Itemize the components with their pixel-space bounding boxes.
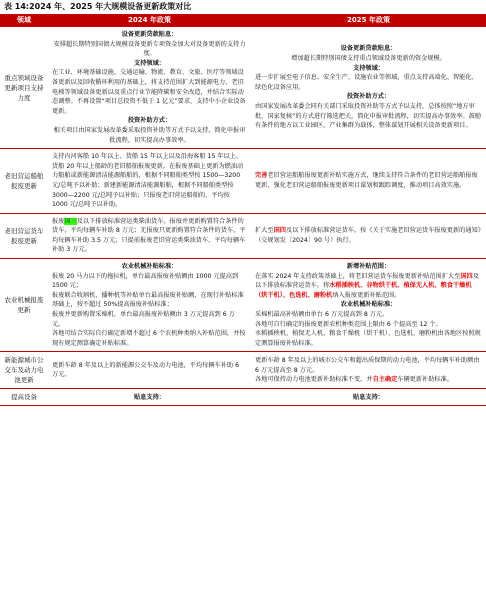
policy-comparison-table bbox=[0, 14, 486, 406]
policy-text: 增加超长期特别国债支持重点领域设备更新的资金规模。 bbox=[291, 54, 446, 62]
policy-text: 更新车龄 8 年及以上的新能源公交车及动力电池，平均每辆车补助 6 万元。 bbox=[52, 361, 240, 379]
header-2025-policy: 2025 年政策 bbox=[251, 14, 486, 27]
table-row bbox=[0, 389, 486, 406]
table-row bbox=[0, 27, 486, 149]
policy-text: 在工业、环境基础设施、交通运输、物流、教育、文旅、医疗等领域设备更新以及回收循环利用的基础上，将支持范围扩大到能源电力、老旧电梯等领域设备更新以及重点行业节能降碳和安全改造，并结合实际动态调整。不再设置“项目总投资不低于 1 亿元”要求，支持中小企业设备更新。 bbox=[52, 69, 246, 115]
highlight-text: 国四 bbox=[273, 227, 286, 235]
policy-text: 水稻插秧机、植保无人机、粮食干燥机（烘干机）、色选机、磨粉机由各地区按照规定测算报废补贴标准。 bbox=[255, 330, 481, 347]
policy-text: 报废 bbox=[52, 217, 65, 225]
policy-text: 报废并更新购置采棉机，单台最高报废补贴额由 3 万元提高到 6 万元。 bbox=[52, 311, 235, 328]
policy-text: 报废联合收割机、播种机等补贴单台最高报废补贴额，在现行补贴标准基础上，按不超过 50%提高报废补贴标准； bbox=[52, 291, 244, 309]
policy-text: 各地可结合实际自行确定新增不超过 6 个农机种类纳入补贴范围，并按现有规定测算确定补贴标准。 bbox=[52, 330, 246, 347]
highlight-text: 自主确定 bbox=[372, 376, 398, 384]
policy-text-part: 在落实 2024 年支持政策基础上，将老旧营运货车报废更新补贴范围扩大至 bbox=[255, 272, 461, 280]
policy-2024-cell bbox=[48, 149, 251, 214]
table-row bbox=[0, 259, 486, 352]
policy-text: 报废 20 马力以下的拖拉机，单台最高报废补贴额由 1000 元提高到 1500 元； bbox=[52, 272, 239, 290]
policy-2025-cell bbox=[251, 352, 486, 389]
highlight-text: 国三 bbox=[64, 217, 77, 225]
policy-text: 扩大至 bbox=[255, 227, 274, 235]
subheading: 支持领域： bbox=[134, 59, 165, 67]
policy-2024-cell bbox=[48, 259, 251, 352]
policy-2025-cell bbox=[251, 149, 486, 214]
policy-text: 进一步扩展至电子信息、安全生产、设施农业等领域，重点支持高端化、智能化、绿色化设备应用。 bbox=[255, 74, 478, 91]
highlight-text: 水稻插秧机、谷物烘干机、植保无人机、粮食干燥机（烘干机）、色选机、磨粉机 bbox=[255, 282, 472, 299]
table-header-row bbox=[0, 14, 486, 27]
subheading: 投资补助方式： bbox=[346, 93, 391, 101]
policy-text: 支持内河客船 10 年以上、货船 15 年以上以及沿海客船 15 年以上、货船 20 年以上船龄的老旧船舶报废更新。在报废基础上更新为燃油动力船舶或新能源清洁能源船舶的，根据不同船舶类型按 1500—3200 元/总吨予以补助；新建新能源清洁能源船舶，根据不同船舶类型按 3000—2200 元/总吨予以补贴；只报废老旧营运船舶的，平均按 1000 元/总吨予以补助。 bbox=[52, 153, 244, 209]
header-domain: 领域 bbox=[0, 14, 48, 27]
policy-2024-cell bbox=[48, 213, 251, 258]
policy-text: 安排超长期特别国债大规模设备更新专项资金加大对设备更新的支持力度。 bbox=[53, 40, 246, 58]
policy-2024-cell bbox=[48, 27, 251, 149]
table-row bbox=[0, 352, 486, 389]
table-row bbox=[0, 149, 486, 214]
policy-text-part: 及以下排放标准营运货车。 bbox=[255, 272, 479, 290]
row-category: 老旧营运货车报废更新 bbox=[4, 226, 44, 245]
policy-text: 相关项目由国家发展改革委采取投资补助等方式予以支持，简化申报审批流程，切实提高办事效率。 bbox=[53, 126, 246, 144]
row-category: 农业机械报废更新 bbox=[4, 296, 44, 315]
policy-2025-cell bbox=[251, 389, 486, 406]
policy-2024-cell bbox=[48, 352, 251, 389]
policy-text-part: 将 bbox=[323, 282, 330, 290]
policy-text-part: 车辆更新补助标准。 bbox=[397, 376, 453, 384]
highlight-text: 国四 bbox=[460, 272, 473, 280]
policy-2025-cell bbox=[251, 213, 486, 258]
policy-text-part: 各地可保持动力电池更新补助标准不变，并 bbox=[255, 376, 373, 384]
highlight-text: 完善 bbox=[255, 172, 268, 180]
policy-text-part: 纳入报废更新补贴范围。 bbox=[332, 291, 401, 299]
policy-text: 及以下排放标准营运货车。按《关于实施老旧营运货车报废更新的通知》（交规划发〔2024〕90 号）执行。 bbox=[255, 227, 481, 244]
policy-text: 老旧营运船舶报废更新补贴实施方式，继续支持符合条件的老旧营运船舶报废更新，强化老旧营运船舶报废更新项目谋划和跟踪调度，推动项目高效实施。 bbox=[255, 172, 478, 189]
subheading: 设备更新贷款贴息： bbox=[121, 31, 178, 38]
policy-2025-cell bbox=[251, 27, 486, 149]
subheading: 设备更新贷款贴息： bbox=[340, 45, 397, 53]
table-caption: 表 14:2024 年、2025 年大规模设备更新政策对比 bbox=[4, 2, 192, 11]
subheading: 投资补助方式： bbox=[127, 117, 172, 125]
policy-text bbox=[255, 375, 482, 385]
policy-text: 各地可自行确定的报废更新农机种类范围上限由 6 个提高至 12 个。 bbox=[255, 320, 442, 328]
row-category: 提高设备 bbox=[11, 393, 37, 402]
policy-text: 更新车龄 8 年及以上的城市公交车和超出质保期的动力电池，平均每辆车补助额由 6 万元提高至 8 万元。 bbox=[255, 357, 480, 374]
subheading: 农业机械补贴标准： bbox=[340, 301, 397, 309]
subheading: 贴息支持： bbox=[353, 393, 384, 401]
policy-text: 由国家发展改革委会同有关部门采取投资补助等方式予以支持，总体按照“地方审批、国家复核”的方式进行筛选把关，简化申报审批流程，切实提高办事效率。鼓励有条件的地方以工业园区、产业集群为载体，整体谋划开展相关设备更新项目。 bbox=[255, 102, 481, 130]
subheading: 贴息支持： bbox=[134, 393, 165, 401]
row-category: 老旧营运船舶报废更新 bbox=[4, 171, 44, 190]
row-category: 新能源城市公交车及动力电池更新 bbox=[4, 356, 44, 385]
policy-2024-cell bbox=[48, 389, 251, 406]
subheading: 新增补贴范围： bbox=[346, 263, 391, 271]
subheading: 支持领域： bbox=[353, 64, 384, 72]
policy-text bbox=[255, 272, 482, 301]
row-category: 重点领域设备更新项目支持力度 bbox=[4, 73, 44, 102]
table-row bbox=[0, 213, 486, 258]
subheading: 农业机械补贴标准： bbox=[121, 263, 178, 271]
policy-text: 及以下排放标准营运类柴油货车。报废并更新购置符合条件的货车，平均每辆车补助 8 万元；无报废只更新购置符合条件的货车，平均每辆车补助 3.5 万元；只提前报废老旧营运类柴油货车，平均每辆车补助 3 万元。 bbox=[52, 217, 246, 254]
header-2024-policy: 2024 年政策 bbox=[48, 14, 251, 27]
policy-text: 采棉机最高补贴额由单台 6 万元提高到 8 万元。 bbox=[255, 311, 389, 319]
policy-2025-cell bbox=[251, 259, 486, 352]
